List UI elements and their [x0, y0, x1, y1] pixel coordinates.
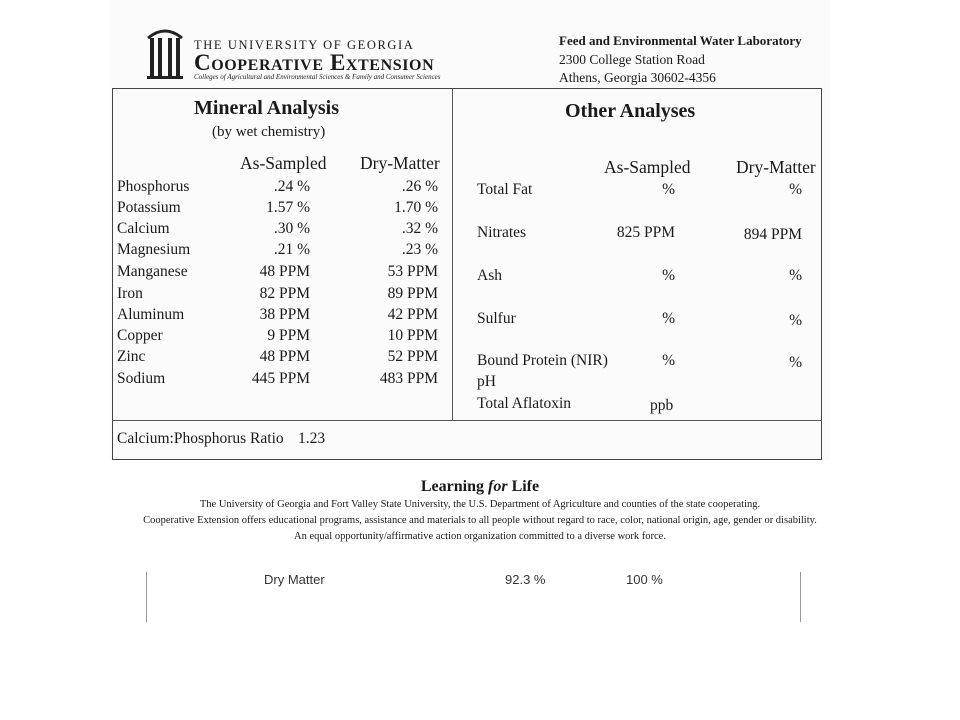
footer-line3: An equal opportunity/affirmative action organization committed to a diverse work force.	[294, 531, 666, 542]
mineral-as-sampled: 1.57 %	[266, 199, 310, 216]
footer-line2: Cooperative Extension offers educational programs, assistance and materials to all people without regard to race, color, national origin, age, gender or disability.	[143, 515, 817, 526]
other-as-sampled: ppb	[650, 397, 674, 414]
other-as-sampled: %	[662, 310, 675, 327]
mineral-dry-matter: .26 %	[401, 178, 438, 195]
footer-line1: The University of Georgia and Fort Valley State University, the U.S. Department of Agriculture and counties of the state cooperating.	[199, 499, 761, 510]
colleges-line: Colleges of Agricultural and Environmental Sciences & Family and Consumer Sciences	[194, 73, 441, 81]
learning-for-life	[0, 478, 960, 496]
other-as-sampled: %	[662, 352, 675, 369]
mineral-name: Magnesium	[117, 241, 191, 258]
mineral-dry-matter: 53 PPM	[387, 263, 438, 280]
mineral-dry-matter: 89 PPM	[387, 285, 438, 302]
mineral-as-sampled: .30 %	[273, 220, 310, 237]
mineral-col-dry-matter: Dry-Matter	[360, 153, 440, 173]
mineral-as-sampled: 48 PPM	[259, 348, 310, 365]
mineral-name: Copper	[117, 327, 163, 344]
other-dry-matter: %	[789, 354, 802, 371]
mineral-name: Aluminum	[117, 306, 185, 323]
mineral-name: Calcium	[117, 220, 170, 237]
other-as-sampled: %	[662, 181, 675, 198]
mineral-dry-matter: .23 %	[401, 241, 438, 258]
mineral-col-as-sampled: As-Sampled	[240, 153, 327, 173]
ratio-divider	[112, 420, 822, 421]
dry-matter-as-sampled: 92.3 %	[505, 572, 546, 587]
mineral-dry-matter: 10 PPM	[387, 327, 438, 344]
other-col-dry-matter: Dry-Matter	[736, 157, 816, 177]
other-dry-matter: %	[789, 181, 802, 198]
other-title: Other Analyses	[565, 100, 696, 122]
program-name: Cooperative Extension	[194, 50, 435, 75]
other-name: Total Aflatoxin	[477, 395, 572, 412]
other-as-sampled: 825 PPM	[616, 224, 675, 241]
mineral-dry-matter: 42 PPM	[387, 306, 438, 323]
mineral-as-sampled: 445 PPM	[251, 370, 310, 387]
mineral-as-sampled: 38 PPM	[259, 306, 310, 323]
mineral-dry-matter: .32 %	[401, 220, 438, 237]
other-as-sampled: %	[662, 267, 675, 284]
dry-matter-label: Dry Matter	[264, 572, 325, 587]
learning-word: Learning	[420, 478, 484, 495]
lab-name: Feed and Environmental Water Laboratory	[559, 33, 802, 48]
lab-address-line2: Athens, Georgia 30602-4356	[559, 70, 716, 85]
mineral-as-sampled: 48 PPM	[259, 263, 310, 280]
mineral-name: Sodium	[117, 370, 166, 387]
mineral-name: Phosphorus	[117, 178, 190, 195]
ratio-value: 1.23	[298, 430, 326, 447]
mineral-as-sampled: 9 PPM	[267, 327, 310, 344]
mineral-dry-matter: 483 PPM	[379, 370, 438, 387]
other-name: pH	[477, 373, 496, 390]
other-name: Sulfur	[477, 310, 516, 327]
life-word: Life	[511, 478, 540, 495]
mineral-subtitle: (by wet chemistry)	[212, 124, 326, 140]
strip-right-border	[800, 572, 801, 622]
mineral-as-sampled: .21 %	[273, 241, 310, 258]
mineral-dry-matter: 52 PPM	[387, 348, 438, 365]
dry-matter-dry-matter: 100 %	[626, 572, 663, 587]
other-name: Nitrates	[477, 224, 527, 241]
strip-left-border	[146, 572, 147, 622]
mineral-name: Zinc	[117, 348, 146, 365]
mineral-as-sampled: 82 PPM	[259, 285, 310, 302]
mineral-dry-matter: 1.70 %	[394, 199, 438, 216]
mineral-name: Manganese	[117, 263, 188, 280]
column-divider	[452, 88, 453, 420]
ratio-label: Calcium:Phosphorus Ratio	[117, 430, 284, 447]
mineral-name: Iron	[117, 285, 143, 302]
other-dry-matter: 894 PPM	[743, 226, 802, 243]
for-word: for	[488, 478, 508, 495]
other-col-as-sampled: As-Sampled	[604, 157, 691, 177]
lab-address-line1: 2300 College Station Road	[559, 52, 705, 67]
other-name: Total Fat	[477, 181, 533, 198]
university-name: THE UNIVERSITY OF GEORGIA	[194, 38, 415, 52]
other-name: Ash	[477, 267, 502, 284]
mineral-as-sampled: .24 %	[273, 178, 310, 195]
other-name: Bound Protein (NIR)	[477, 352, 608, 369]
arch-logo-icon	[146, 24, 184, 80]
mineral-name: Potassium	[117, 199, 181, 216]
other-dry-matter: %	[789, 267, 802, 284]
other-dry-matter: %	[789, 312, 802, 329]
mineral-title: Mineral Analysis	[194, 97, 340, 119]
